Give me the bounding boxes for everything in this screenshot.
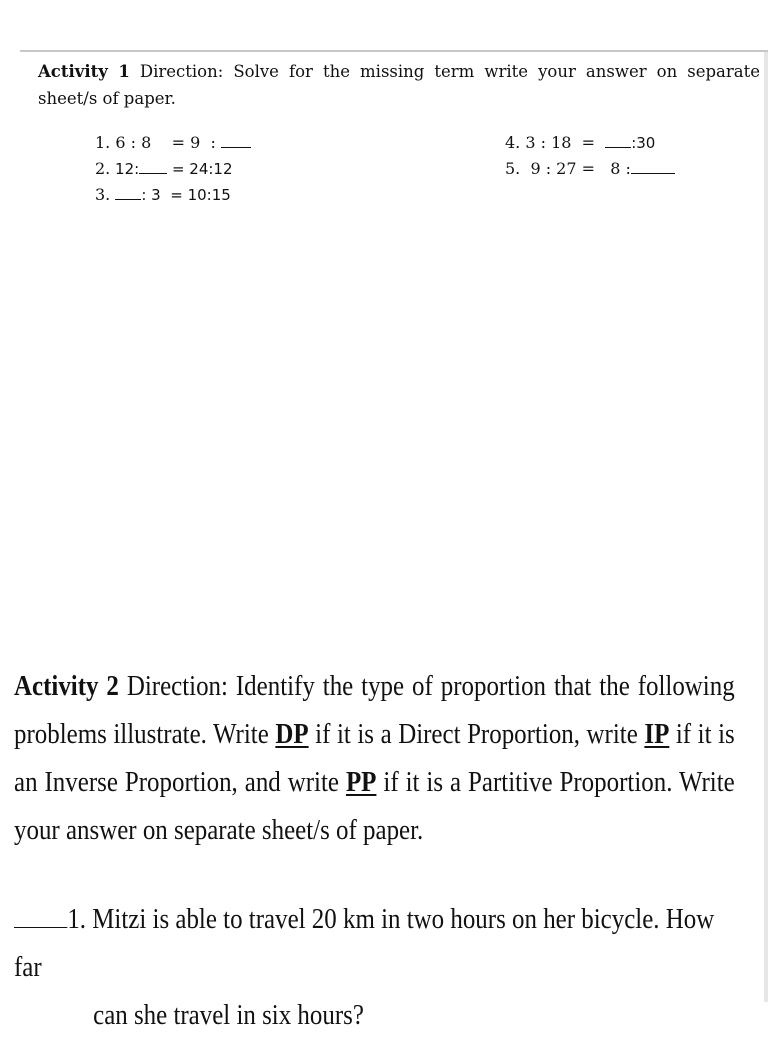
item-expression: 9 : 27 = 8 : [520, 159, 631, 178]
question-1-line-2 [14, 991, 735, 1039]
activity-2-direction-text-2: if it is a Direct Proportion, write [315, 718, 638, 750]
question-text-line-2: can she travel in six hours? [93, 999, 364, 1031]
item-number: 2. [95, 159, 111, 178]
item-expression-rest: : 3 = 10:15 [141, 186, 231, 204]
activity-1-item-5 [505, 156, 675, 182]
activity-1-direction-text: Direction: Solve for the missing term write your answer on separate sheet/s of paper. [38, 62, 760, 108]
activity-1-item-3 [95, 182, 251, 208]
code-direct-proportion: DP [275, 718, 309, 750]
answer-blank [115, 185, 141, 200]
code-inverse-proportion: IP [644, 718, 670, 750]
answer-blank [221, 133, 251, 148]
code-partitive-proportion: PP [345, 766, 377, 798]
activity-1-direction [38, 58, 760, 112]
activity-1-item-2 [95, 156, 251, 182]
item-number: 5. [505, 159, 521, 178]
activity-1-item-4 [505, 130, 675, 156]
item-number: 1. [95, 133, 111, 152]
question-text-line-1: Mitzi is able to travel 20 km in two hours on her bicycle. How far [14, 903, 715, 983]
item-number: 4. [505, 133, 521, 152]
question-number: 1. [67, 903, 87, 935]
activity-1-item-1 [95, 130, 251, 156]
activity-2-label: Activity 2 [14, 670, 119, 702]
activity-1-items-right [505, 130, 675, 182]
activity-2-direction-text-1: Direction: Identify the type of proportion that the following problems illustrate. Write [14, 670, 735, 750]
item-number: 3. [95, 185, 111, 204]
activity-1-section [38, 58, 760, 112]
answer-blank [631, 159, 675, 174]
activity-2-direction-text-3: if it is an Inverse Proportion, and write [14, 718, 735, 798]
question-1-line-1 [14, 895, 735, 991]
answer-blank [14, 905, 67, 928]
activity-1-items-left [95, 130, 251, 208]
item-expression: 12: [110, 160, 140, 178]
item-expression-rest: = 24:12 [167, 160, 233, 178]
right-edge-shadow [764, 52, 768, 1002]
activity-2-section [14, 662, 735, 854]
answer-blank [605, 133, 631, 148]
item-expression: 3 : 18 = [520, 133, 606, 152]
activity-2-direction [14, 662, 735, 854]
top-divider-line [20, 50, 768, 52]
answer-blank [139, 159, 167, 174]
activity-2-direction-text-4: if it is a Partitive Proportion. Write your answer on separate sheet/s of paper. [14, 766, 735, 846]
item-expression-rest: :30 [631, 134, 656, 152]
item-expression: 6 : 8 = 9 : [110, 133, 221, 152]
activity-1-label: Activity 1 [38, 62, 130, 81]
activity-2-question-1 [14, 895, 715, 1039]
